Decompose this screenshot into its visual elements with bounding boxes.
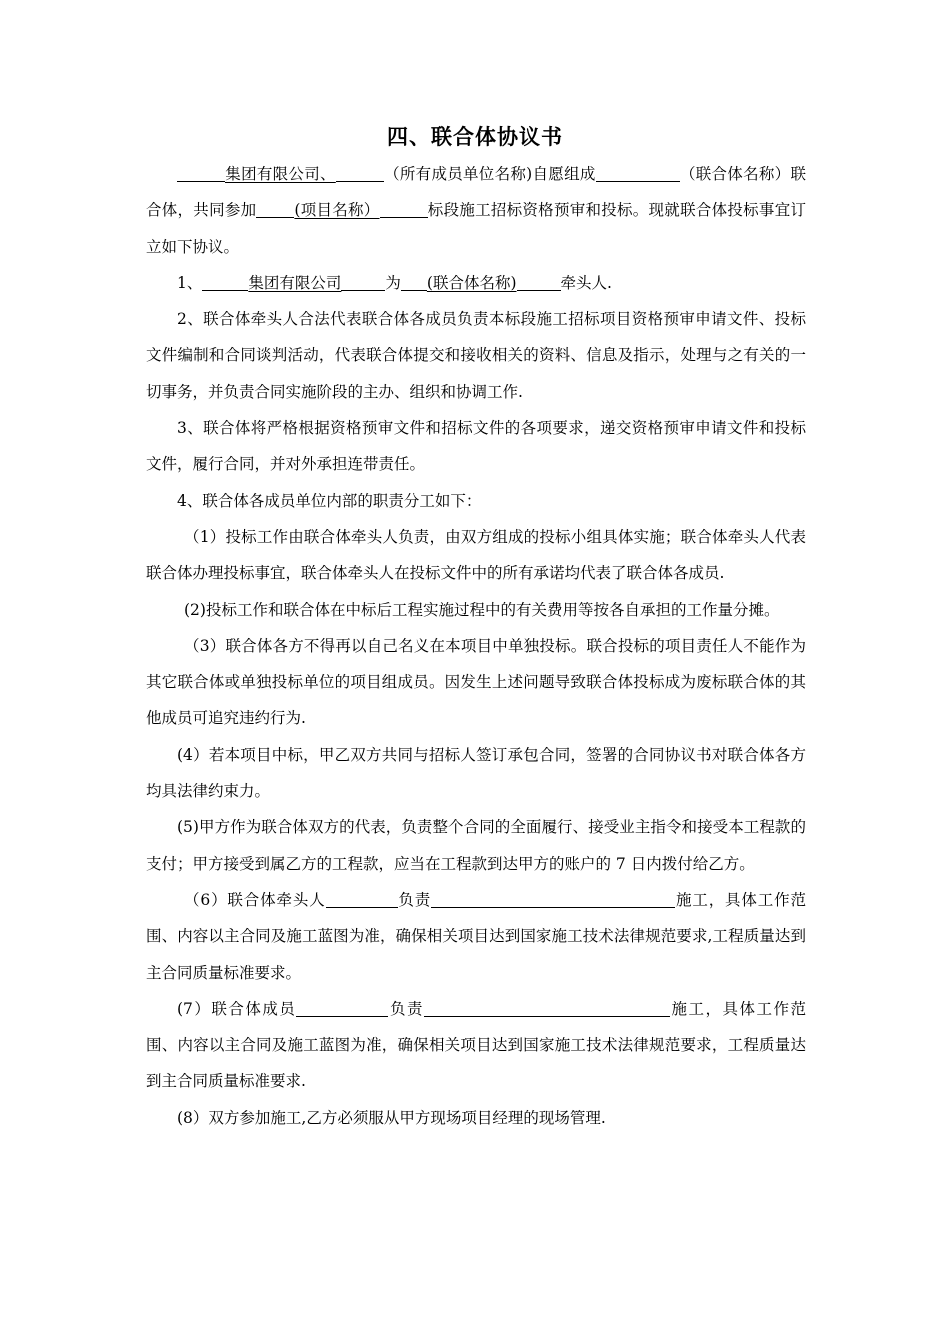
subclause-3: （3）联合体各方不得再以自己名义在本项目中单独投标。联合投标的项目责任人不能作为其它联合体或单独投标单位的项目组成员。因发生上述问题导致联合体投标成为废标联合体的其他成员可追究违约行为. xyxy=(146,636,806,728)
clause-number: 1、 xyxy=(177,273,203,292)
subclause-4: (4）若本项目中标，甲乙双方共同与招标人签订承包合同，签署的合同协议书对联合体各方均具法律约束力。 xyxy=(146,745,806,801)
blank-line xyxy=(326,891,398,908)
clause-text: 负责 xyxy=(397,890,432,909)
subclause-8: (8）双方参加施工,乙方必须服从甲方现场项目经理的现场管理. xyxy=(177,1108,606,1127)
document-body xyxy=(146,156,806,1136)
clause-text: 施工，具体工作范围、内容以主合同及施工蓝图为准，确保相关项目达到国家施工技术法律规范要求,工程质量达到主合同质量标准要求。 xyxy=(146,890,806,982)
consortium-name: (联合体名称) xyxy=(426,273,517,292)
blank-line xyxy=(431,891,675,908)
blank-line xyxy=(256,202,294,219)
clause-text: （6）联合体牵头人 xyxy=(184,890,326,909)
blank-line xyxy=(202,274,248,291)
blank-line xyxy=(596,166,680,183)
intro-text: （联合体名称） xyxy=(679,165,791,183)
lead-company: 集团有限公司 xyxy=(248,273,342,292)
document-title: 四、联合体协议书 xyxy=(387,124,563,149)
clause-text: 牵头人. xyxy=(560,273,612,292)
clause-text: (7）联合体成员 xyxy=(177,999,297,1018)
blank-line xyxy=(336,166,384,183)
clause-text: 为 xyxy=(385,273,401,292)
intro-company: 集团有限公司、 xyxy=(225,165,336,183)
clause-text: 负责 xyxy=(388,999,424,1018)
subclause-7 xyxy=(146,991,806,1100)
intro-text: 标段施工招标资格预审和投标。现就联合体投 xyxy=(427,201,744,220)
intro-project-name: (项目名称） xyxy=(294,201,380,220)
blank-line xyxy=(380,202,428,219)
blank-line xyxy=(341,274,385,291)
subclause-1: （1）投标工作由联合体牵头人负责，由双方组成的投标小组具体实施；联合体牵头人代表联合体办理投标事宜，联合体牵头人在投标文件中的所有承诺均代表了联合体各成员. xyxy=(146,527,806,583)
clause-4: 4、联合体各成员单位内部的职责分工如下： xyxy=(177,491,482,510)
clause-3: 3、联合体将严格根据资格预审文件和招标文件的各项要求，递交资格预审申请文件和投标文件，履行合同，并对外承担连带责任。 xyxy=(146,419,806,474)
intro-text: 标事宜订立如下协议。 xyxy=(146,201,806,256)
subclause-6 xyxy=(146,882,806,991)
subclause-5: (5)甲方作为联合体双方的代表，负责整个合同的全面履行、接受业主指令和接受本工程款的支付；甲方接受到属乙方的工程款，应当在工程款到达甲方的账户的 7 日内拨付给乙方。 xyxy=(146,818,806,873)
subclause-2: (2)投标工作和联合体在中标后工程实施过程中的有关费用等按各自承担的工作量分摊。 xyxy=(184,600,780,619)
blank-line xyxy=(401,274,427,291)
blank-line xyxy=(177,166,225,183)
blank-line xyxy=(424,1000,670,1017)
intro-text: 联合体，共同参加 xyxy=(146,165,806,220)
clause-1 xyxy=(146,265,806,301)
intro-paragraph xyxy=(146,156,806,265)
intro-text: （所有成员单位名称)自愿组成 xyxy=(383,165,596,183)
blank-line xyxy=(296,1000,388,1017)
clause-2: 2、联合体牵头人合法代表联合体各成员负责本标段施工招标项目资格预审申请文件、投标文件编制和合同谈判活动，代表联合体提交和接收相关的资料、信息及指示，处理与之有关的一切事务，并负责合同实施阶段的主办、组织和协调工作. xyxy=(146,310,806,401)
clause-text: 施工，具体工作范围、内容以主合同及施工蓝图为准，确保相关项目达到国家施工技术法律规范要求，工程质量达到主合同质量标准要求. xyxy=(146,999,806,1091)
blank-line xyxy=(517,274,561,291)
